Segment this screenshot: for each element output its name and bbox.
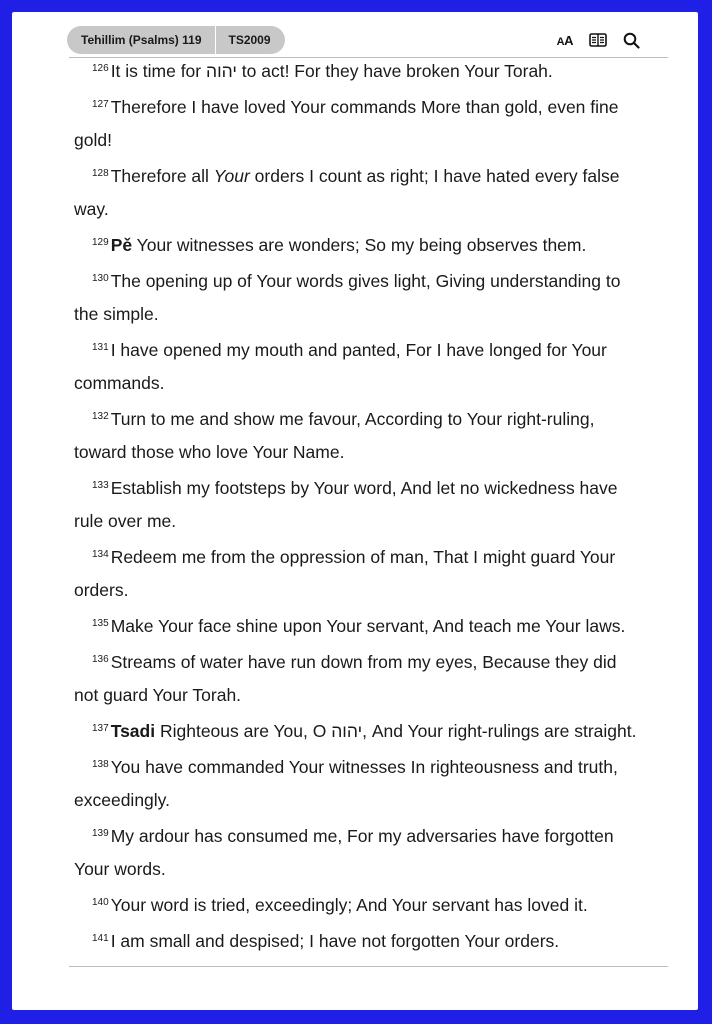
verse-138[interactable] [74, 748, 644, 817]
verse-text: Turn to me and show me favour, According to Your right-ruling, toward those who love Your Name. [74, 409, 595, 462]
verse-text: Your witnesses are wonders; So my being observes them. [132, 235, 587, 255]
verse-number: 128 [92, 168, 109, 179]
verse-136[interactable] [74, 643, 644, 712]
stanza-letter: Tsadi [110, 721, 156, 741]
verse-text: Establish my footsteps by Your word, And let no wickedness have rule over me. [74, 478, 618, 531]
verse-number: 135 [92, 618, 109, 629]
verse-number: 129 [92, 237, 109, 248]
chapter-text [74, 52, 644, 966]
search-icon[interactable] [623, 32, 640, 49]
verse-text: My ardour has consumed me, For my adversaries have forgotten Your words. [74, 826, 614, 879]
font-size-small-a: A [556, 35, 565, 48]
verse-number: 137 [92, 723, 109, 734]
verse-number: 140 [92, 897, 109, 908]
verse-text: Redeem me from the oppression of man, That I might guard Your orders. [74, 547, 616, 600]
verse-133[interactable] [74, 469, 644, 538]
verse-140[interactable] [74, 886, 644, 922]
verse-text: You have commanded Your witnesses In righteousness and truth, exceedingly. [74, 757, 618, 810]
reference-pill [67, 26, 285, 54]
verse-text: Therefore I have loved Your commands More than gold, even fine gold! [74, 97, 619, 150]
toolbar-icons [557, 29, 640, 51]
verse-number: 139 [92, 828, 109, 839]
verse-text: I am small and despised; I have not forgotten Your orders. [110, 931, 560, 951]
verse-number: 126 [92, 63, 109, 74]
verse-number: 132 [92, 411, 109, 422]
verse-text: Therefore all [110, 166, 214, 186]
verse-131[interactable] [74, 331, 644, 400]
verse-135[interactable] [74, 607, 644, 643]
verse-number: 130 [92, 273, 109, 284]
verse-134[interactable] [74, 538, 644, 607]
version-button[interactable]: TS2009 [228, 33, 271, 47]
verse-text: Your word is tried, exceedingly; And Your servant has loved it. [110, 895, 588, 915]
verse-139[interactable] [74, 817, 644, 886]
verse-number: 134 [92, 549, 109, 560]
verse-141[interactable] [74, 922, 644, 958]
verse-128[interactable] [74, 157, 644, 226]
verse-number: 133 [92, 480, 109, 491]
verse-text: Make Your face shine upon Your servant, And teach me Your laws. [110, 616, 626, 636]
verse-number: 127 [92, 99, 109, 110]
verse-number: 136 [92, 654, 109, 665]
verse-text: It is time for יהוה to act! For they have broken Your Torah. [110, 61, 553, 81]
verse-127[interactable] [74, 88, 644, 157]
verse-text: Righteous are You, O יהוה, And Your right-rulings are straight. [155, 721, 637, 741]
verse-text: Streams of water have run down from my eyes, Because they did not guard Your Torah. [74, 652, 617, 705]
verse-text-italic: Your [213, 166, 250, 186]
parallel-view-icon[interactable] [589, 33, 607, 47]
verse-text-continued: orders I count as right; I have hated every false way. [74, 166, 620, 219]
verse-137[interactable] [74, 712, 644, 748]
font-size-icon[interactable] [557, 33, 573, 48]
verse-129[interactable] [74, 226, 644, 262]
font-size-large-a: A [564, 32, 573, 48]
verse-number: 138 [92, 759, 109, 770]
verse-130[interactable] [74, 262, 644, 331]
stanza-letter: Pě [110, 235, 133, 255]
verse-132[interactable] [74, 400, 644, 469]
verse-number: 131 [92, 342, 109, 353]
verse-126[interactable] [74, 52, 644, 88]
verse-text: I have opened my mouth and panted, For I have longed for Your commands. [74, 340, 607, 393]
book-chapter-button[interactable]: Tehillim (Psalms) 119 [67, 26, 216, 54]
reader-window [12, 12, 698, 1010]
verse-number: 141 [92, 933, 109, 944]
bottom-divider [69, 966, 668, 967]
verse-text: The opening up of Your words gives light, Giving understanding to the simple. [74, 271, 621, 324]
